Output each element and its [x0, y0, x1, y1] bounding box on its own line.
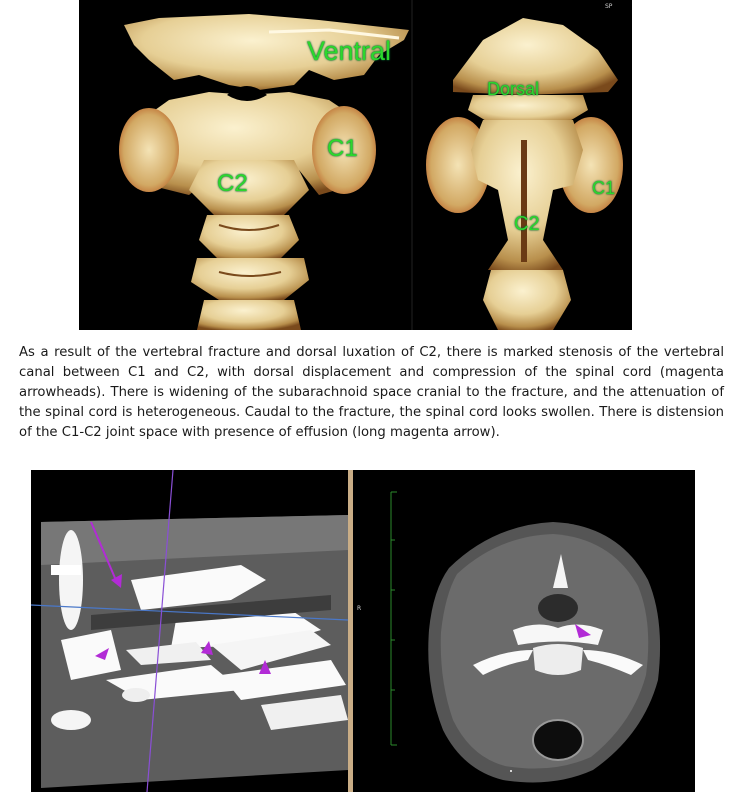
sagittal-orientation-marker: R: [357, 605, 362, 612]
c1-label-left: C1: [327, 135, 358, 162]
ventral-label: Ventral: [307, 36, 392, 66]
sagittal-ct-image: [31, 470, 348, 792]
figure-caption: As a result of the vertebral fracture and dorsal luxation of C2, there is marked stenosis of the vertebral canal between C1 and C2, with dorsal displacement and compression of the spinal cord (magenta arrowheads). There is widening of the subarachnoid space cranial to the fracture, and the attenuation of the spinal cord is heterogeneous. Caudal to the fracture, the spinal cord looks swollen. There is distension of the C1-C2 joint space with presence of effusion (long magenta arrow).: [19, 345, 724, 440]
dorsal-label: Dorsal: [487, 79, 540, 99]
c2-label-left: C2: [217, 170, 248, 197]
ct-3d-reconstruction-figure: [79, 0, 632, 330]
axial-ct-image: [353, 470, 695, 792]
c1-label-right: C1: [592, 178, 616, 198]
dorsal-view-image: [413, 0, 632, 330]
orientation-marker: SP: [605, 3, 613, 10]
ct-slices-figure: [31, 470, 695, 792]
c2-label-right: C2: [514, 213, 540, 235]
